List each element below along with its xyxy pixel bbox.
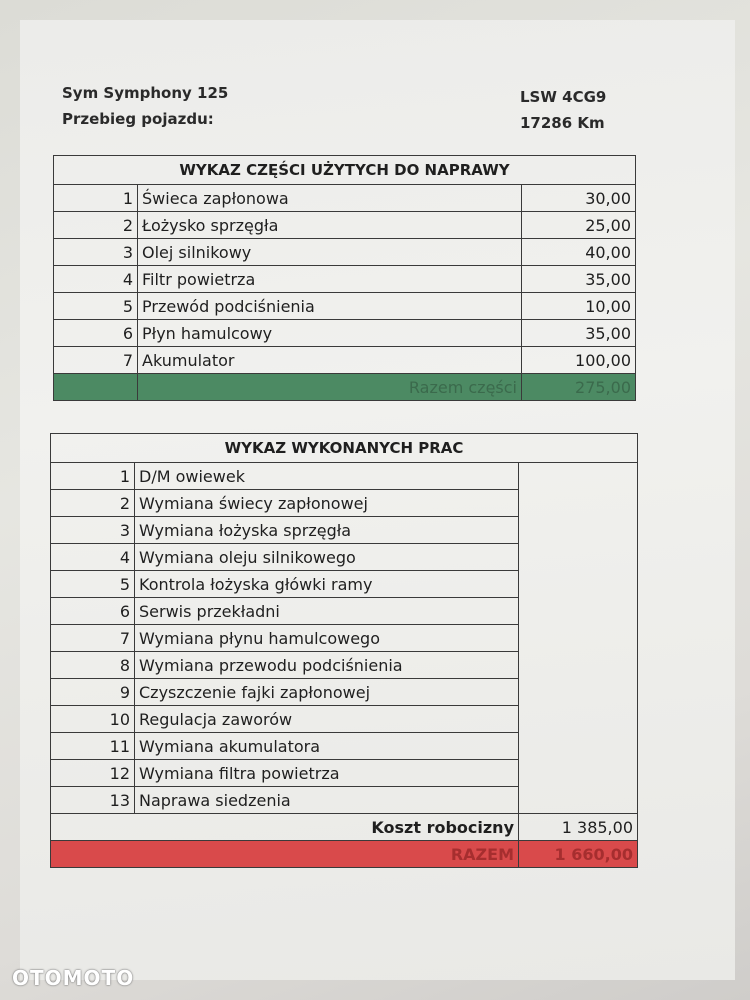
work-name: Regulacja zaworów [135,706,519,733]
part-number: 4 [54,266,138,293]
work-number: 2 [51,490,135,517]
work-name: Serwis przekładni [135,598,519,625]
work-blank-cell [519,598,638,625]
work-number: 6 [51,598,135,625]
work-name: D/M owiewek [135,463,519,490]
works-row [51,490,638,517]
works-row [51,517,638,544]
labor-label: Koszt robocizny [51,814,519,841]
work-name: Czyszczenie fajki zapłonowej [135,679,519,706]
part-number: 1 [54,185,138,212]
works-row [51,733,638,760]
labor-row [51,814,638,841]
parts-total-value: 275,00 [522,374,636,401]
parts-table [53,155,636,401]
works-row [51,787,638,814]
part-name: Płyn hamulcowy [138,320,522,347]
work-blank-cell [519,571,638,598]
mileage-label: Przebieg pojazdu: [62,110,214,128]
part-name: Olej silnikowy [138,239,522,266]
work-number: 4 [51,544,135,571]
work-name: Wymiana przewodu podciśnienia [135,652,519,679]
part-name: Filtr powietrza [138,266,522,293]
works-row [51,706,638,733]
part-price: 30,00 [522,185,636,212]
works-row [51,463,638,490]
work-number: 12 [51,760,135,787]
parts-row [54,320,636,347]
work-number: 8 [51,652,135,679]
work-blank-cell [519,787,638,814]
part-number: 5 [54,293,138,320]
part-price: 25,00 [522,212,636,239]
work-blank-cell [519,652,638,679]
work-blank-cell [519,490,638,517]
parts-total-label: Razem części [138,374,522,401]
works-row [51,679,638,706]
work-blank-cell [519,733,638,760]
work-number: 5 [51,571,135,598]
work-blank-cell [519,544,638,571]
part-name: Przewód podciśnienia [138,293,522,320]
part-number: 3 [54,239,138,266]
work-name: Kontrola łożyska główki ramy [135,571,519,598]
works-row [51,571,638,598]
work-number: 13 [51,787,135,814]
work-number: 3 [51,517,135,544]
part-price: 100,00 [522,347,636,374]
grand-total-label: RAZEM [51,841,519,868]
part-name: Świeca zapłonowa [138,185,522,212]
works-row [51,760,638,787]
parts-title: WYKAZ CZĘŚCI UŻYTYCH DO NAPRAWY [54,156,636,185]
part-price: 35,00 [522,266,636,293]
part-number: 2 [54,212,138,239]
works-row [51,544,638,571]
works-row [51,625,638,652]
work-blank-cell [519,706,638,733]
parts-row [54,347,636,374]
work-number: 10 [51,706,135,733]
grand-total-value: 1 660,00 [519,841,638,868]
work-number: 9 [51,679,135,706]
grand-total-row [51,841,638,868]
work-blank-cell [519,625,638,652]
work-name: Naprawa siedzenia [135,787,519,814]
part-number: 7 [54,347,138,374]
work-number: 11 [51,733,135,760]
work-blank-cell [519,517,638,544]
work-number: 7 [51,625,135,652]
work-number: 1 [51,463,135,490]
parts-row [54,266,636,293]
part-price: 40,00 [522,239,636,266]
works-row [51,652,638,679]
otomoto-watermark: OTOMOTO [12,966,135,990]
vehicle-model: Sym Symphony 125 [62,84,229,102]
parts-row [54,212,636,239]
labor-value: 1 385,00 [519,814,638,841]
work-blank-cell [519,679,638,706]
plate-number: LSW 4CG9 [520,88,607,106]
parts-total-row [54,374,636,401]
part-name: Łożysko sprzęgła [138,212,522,239]
parts-row [54,239,636,266]
works-table [50,433,638,868]
work-name: Wymiana oleju silnikowego [135,544,519,571]
parts-row [54,185,636,212]
part-name: Akumulator [138,347,522,374]
part-price: 35,00 [522,320,636,347]
mileage-value: 17286 Km [520,114,605,132]
part-number: 6 [54,320,138,347]
work-name: Wymiana płynu hamulcowego [135,625,519,652]
work-name: Wymiana filtra powietrza [135,760,519,787]
works-title: WYKAZ WYKONANYCH PRAC [51,434,638,463]
parts-row [54,293,636,320]
work-blank-cell [519,760,638,787]
work-name: Wymiana świecy zapłonowej [135,490,519,517]
work-name: Wymiana łożyska sprzęgła [135,517,519,544]
work-name: Wymiana akumulatora [135,733,519,760]
works-row [51,598,638,625]
part-price: 10,00 [522,293,636,320]
work-blank-cell [519,463,638,490]
